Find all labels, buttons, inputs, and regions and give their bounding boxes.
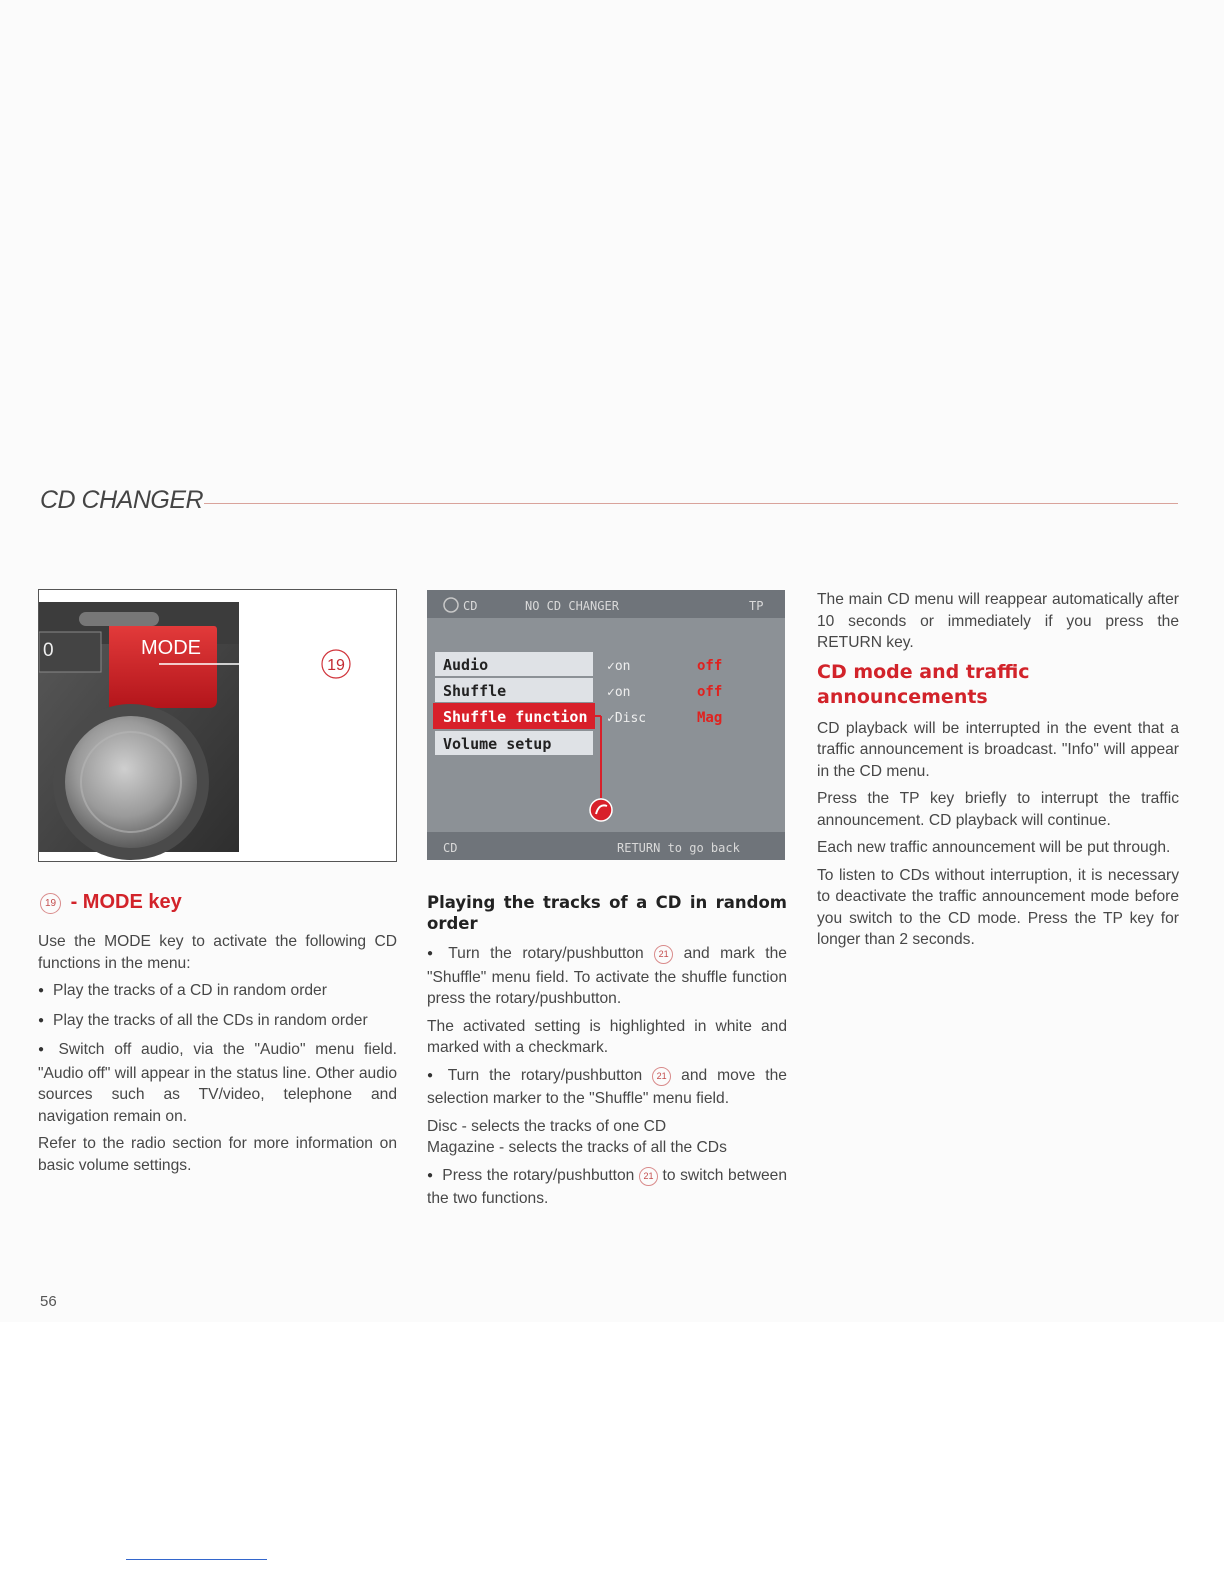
footer-link-bar	[126, 1559, 267, 1560]
paragraph: Press the TP key briefly to interrupt the traffic announcement. CD playback will continue.	[817, 790, 1179, 829]
magazine-line: Magazine - selects the tracks of all the CDs	[427, 1139, 727, 1156]
paragraph: Each new traffic announcement will be put through.	[817, 839, 1171, 856]
bullet-item	[38, 1010, 397, 1034]
menu-setting: ✓Disc	[607, 711, 647, 726]
paragraph: Use the MODE key to activate the following CD functions in the menu:	[38, 933, 397, 972]
callout-number: 19	[327, 657, 345, 674]
rotary-knob	[65, 716, 197, 848]
menu-alt: off	[697, 684, 723, 700]
bullet-text: Switch off audio, via the "Audio" menu field. "Audio off" will appear in the status line. Other audio sources such as TV/video, telephone and navigation remain on.	[38, 1041, 397, 1125]
bullet-text: Turn the rotary/pushbutton	[447, 1066, 643, 1084]
mode-button-label: MODE	[141, 637, 201, 659]
random-heading: Playing the tracks of a CD in random order	[427, 893, 787, 933]
bottom-left: CD	[443, 841, 458, 855]
bullet-text: to switch between the two functions.	[427, 1166, 787, 1207]
column-1	[38, 931, 397, 1182]
status-left: CD	[463, 599, 478, 613]
mode-key-figure	[38, 589, 397, 862]
rotary-knob-icon	[590, 799, 612, 821]
page-number: 56	[40, 1293, 57, 1310]
section-title: CD CHANGER	[40, 486, 204, 514]
mode-key-heading	[40, 891, 182, 914]
menu-alt: off	[697, 658, 723, 674]
column-3	[817, 589, 1179, 957]
ref-number: 21	[652, 1067, 671, 1086]
menu-label: Volume setup	[443, 735, 552, 753]
side-label: 0	[43, 640, 54, 661]
bullet-item	[427, 1165, 787, 1210]
menu-label: Shuffle function	[443, 708, 588, 726]
traffic-heading: CD mode and traffic announcements	[817, 660, 1030, 708]
paragraph: The activated setting is highlighted in white and marked with a checkmark.	[427, 1017, 787, 1056]
paragraph: To listen to CDs without interruption, it is necessary to deactivate the traffic announcement mode before you switch to the CD mode. Press the TP key for longer than 2 seconds.	[817, 866, 1179, 948]
cd-menu-illustration	[427, 590, 785, 860]
bullet-text: Press the rotary/pushbutton	[442, 1166, 635, 1184]
menu-label: Shuffle	[443, 682, 507, 700]
title-rule	[204, 503, 1178, 504]
menu-setting: ✓on	[607, 685, 631, 700]
cd-menu-screen	[427, 590, 785, 860]
mode-key-illustration	[39, 590, 396, 861]
ref-number: 19	[40, 893, 61, 914]
menu-label: Audio	[443, 656, 489, 674]
bullet-item	[427, 943, 787, 1010]
bullet-text: Turn the rotary/pushbutton	[448, 945, 644, 962]
paragraph: The main CD menu will reappear automatically after 10 seconds or immediately if you press the RETURN key.	[817, 591, 1179, 651]
menu-setting: ✓on	[607, 659, 631, 674]
paragraph: Refer to the radio section for more information on basic volume settings.	[38, 1135, 397, 1174]
bullet-text: and move the selection marker to the "Shuffle" menu field.	[427, 1066, 787, 1107]
disc-line: Disc - selects the tracks of one CD	[427, 1117, 667, 1135]
status-right: TP	[749, 599, 764, 613]
bullet-text: and mark the "Shuffle" menu field. To activate the shuffle function press the rotary/pushbutton.	[427, 945, 787, 1007]
ref-number: 21	[654, 945, 673, 964]
mode-key-heading-text: - MODE key	[70, 891, 182, 913]
ref-number: 21	[639, 1167, 658, 1186]
bullet-item	[38, 1039, 397, 1127]
status-center: NO CD CHANGER	[525, 599, 619, 613]
column-2	[427, 892, 787, 1216]
bullet-text: Play the tracks of a CD in random order	[53, 982, 327, 999]
bullet-item	[38, 980, 397, 1004]
paragraph: CD playback will be interrupted in the event that a traffic announcement is broadcast. "Info" will appear in the CD menu.	[817, 719, 1179, 780]
bullet-item	[427, 1065, 787, 1110]
bottom-right: RETURN to go back	[617, 841, 740, 855]
menu-alt: Mag	[697, 710, 723, 726]
bullet-text: Play the tracks of all the CDs in random order	[53, 1011, 368, 1029]
